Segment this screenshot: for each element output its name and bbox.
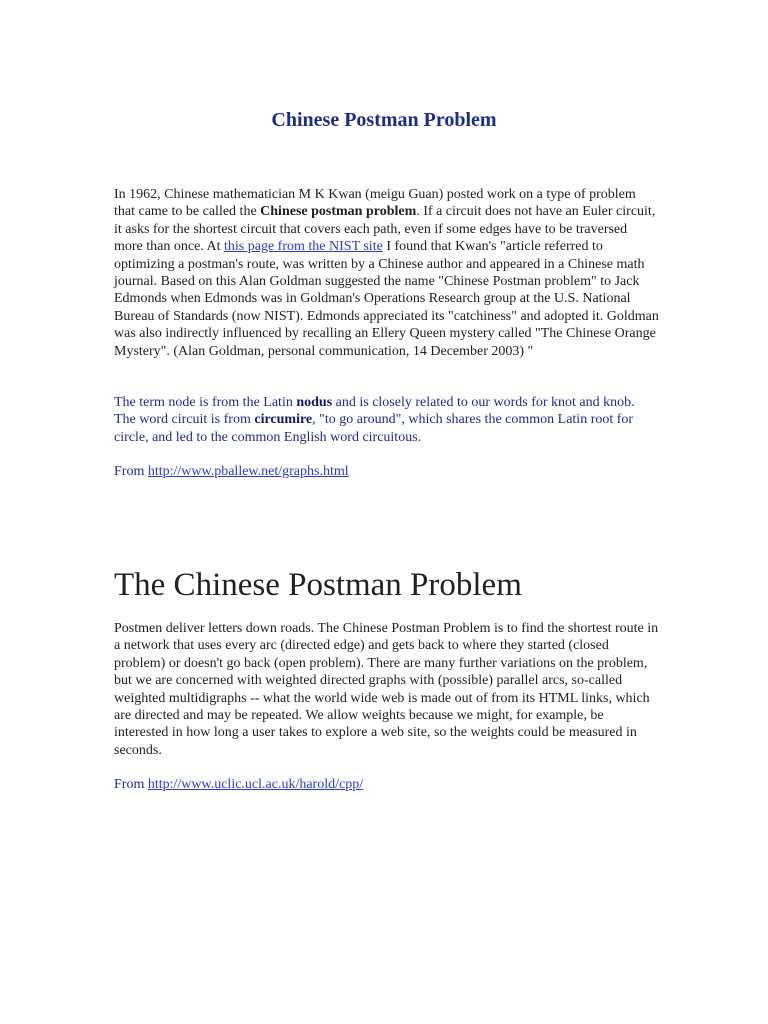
- postman-definition-paragraph: Postmen deliver letters down roads. The Chinese Postman Problem is to find the shortest route in a network that uses every arc (directed edge) and gets back to where they started (closed problem) or doesn't go back (open problem). There are many further variations on the problem, but we are concerned with weighted directed graphs with (possible) parallel arcs, so-called weighted multidigraphs -- what the world wide web is made out of from its HTML links, which are directed and may be repeated. We allow weights because we might, for example, be interested in how long a user takes to explore a web site, so the weights could be measured in seconds.: [114, 621, 659, 758]
- source-prefix-2: From: [114, 777, 148, 792]
- section-heading: The Chinese Postman Problem: [114, 567, 522, 603]
- etymology-paragraph: [114, 394, 659, 446]
- page-title: Chinese Postman Problem: [271, 109, 497, 131]
- source-line-2: [114, 776, 659, 793]
- nodus-bold: nodus: [296, 395, 333, 410]
- history-text-1: In 1962, Chinese mathematician M K Kwan (meigu Guan) posted work on a type of problem that came to be called the: [114, 187, 636, 220]
- source-line-1: [114, 463, 659, 480]
- source-prefix-1: From: [114, 464, 148, 479]
- etymology-text-3: , "to go around", which shares the common Latin root for circle, and led to the common English word circuitous.: [114, 412, 634, 445]
- history-text-2: . If a circuit does not have an Euler circuit, it asks for the shortest circuit that covers each path, even if some edges have to be traversed more than once. At: [114, 204, 656, 255]
- chinese-postman-problem-bold: Chinese postman problem: [260, 204, 417, 220]
- pballew-link[interactable]: http://www.pballew.net/graphs.html: [147, 464, 349, 479]
- history-paragraph: [114, 186, 659, 360]
- etymology-text-2: and is closely related to our words for knot and knob. The word circuit is from: [114, 395, 635, 428]
- uclic-link[interactable]: http://www.uclic.ucl.ac.uk/harold/cpp/: [147, 777, 364, 792]
- nist-site-link[interactable]: this page from the NIST site: [224, 239, 383, 255]
- history-text-3: I found that Kwan's "article referred to optimizing a postman's route, was written by a Chinese author and appeared in a Chinese math journal. Based on this Alan Goldman suggested the name "Chinese Postman problem" to Jack Edmonds when Edmonds was in Goldman's Operations Research group at the U.S. National Bureau of Standards (now NIST). Edmonds appreciated its "catchiness" and adopted it. Goldman was also indirectly influenced by recalling an Ellery Queen mystery called "The Chinese Orange Mystery". (Alan Goldman, personal communication, 14 December 2003) ": [114, 239, 659, 359]
- etymology-text-1: The term node is from the Latin: [114, 395, 297, 410]
- circumire-bold: circumire: [254, 412, 313, 428]
